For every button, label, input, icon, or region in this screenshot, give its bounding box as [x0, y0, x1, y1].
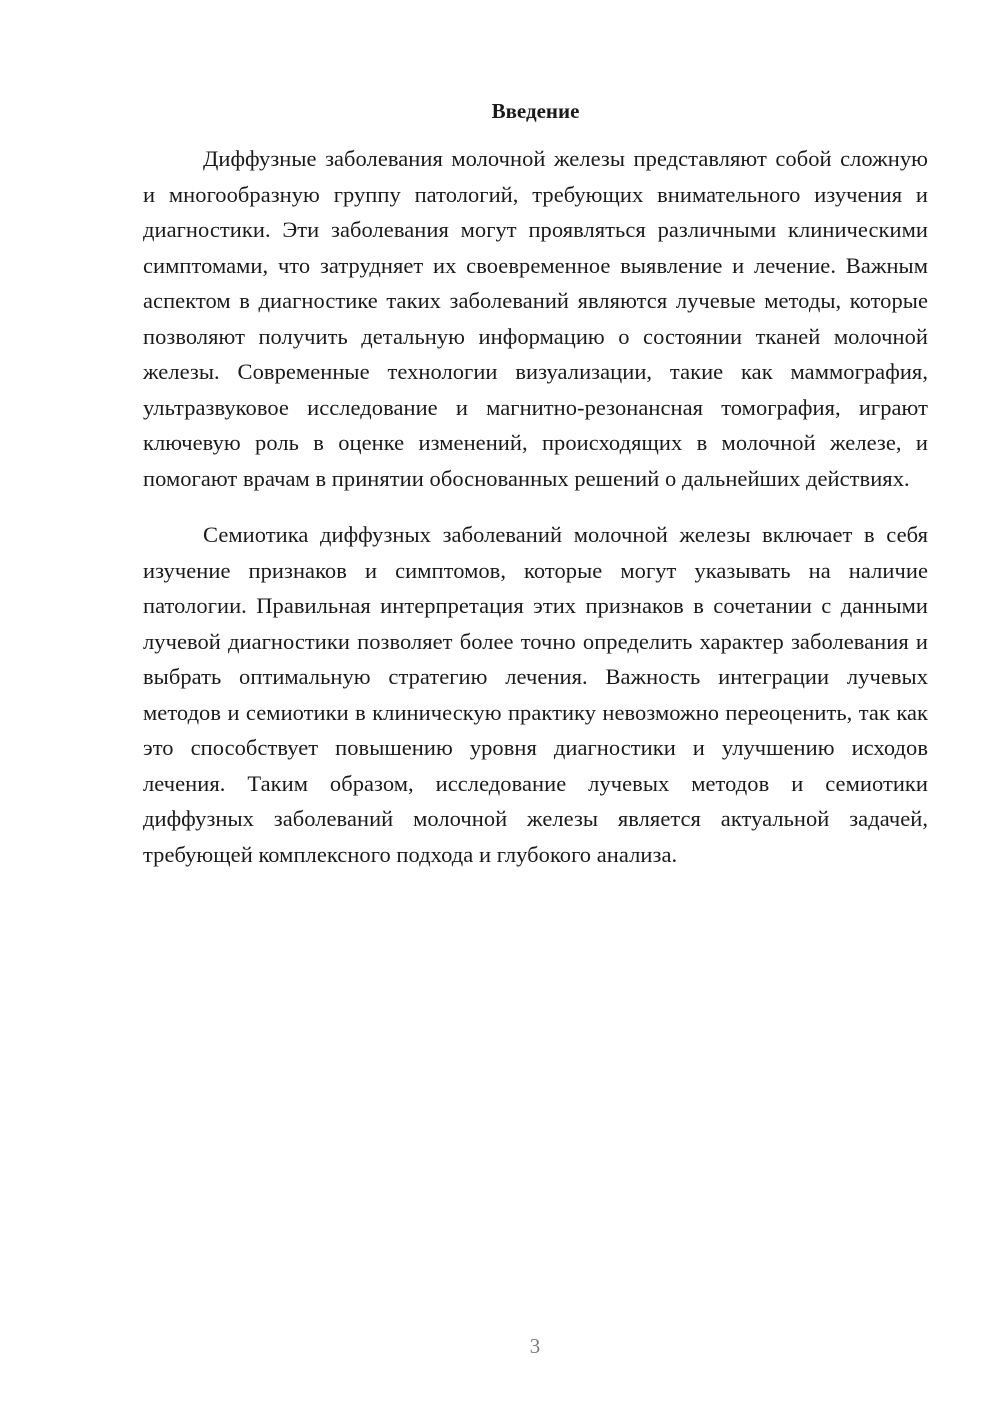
- section-heading: Введение: [491, 99, 580, 123]
- paragraph-2: Семиотика диффузных заболеваний молочной железы включает в себя изучение признаков и симптомов, которые могут указывать на наличие патологии. Правильная интерпретация этих признаков в сочетании с данными лучевой диагностики позволяет более точно определить характер заболевания и выбрать оптимальную стратегию лечения. Важность интеграции лучевых методов и семиотики в клиническую практику невозможно переоценить, так как это способствует повышению уровня диагностики и улучшению исходов лечения. Таким образом, исследование лучевых методов и семиотики диффузных заболеваний молочной железы является актуальной задачей, требующей комплексного подхода и глубокого анализа.: [143, 522, 928, 867]
- page-number: 3: [529, 1334, 541, 1358]
- page-content: [143, 92, 928, 872]
- paragraph-1: Диффузные заболевания молочной железы представляют собой сложную и многообразную группу патологий, требующих внимательного изучения и диагностики. Эти заболевания могут проявляться различными клиническими симптомами, что затрудняет их своевременное выявление и лечение. Важным аспектом в диагностике таких заболеваний являются лучевые методы, которые позволяют получить детальную информацию о состоянии тканей молочной железы. Современные технологии визуализации, такие как маммография, ультразвуковое исследование и магнитно-резонансная томография, играют ключевую роль в оценке изменений, происходящих в молочной железе, и помогают врачам в принятии обоснованных решений о дальнейших действиях.: [143, 146, 928, 491]
